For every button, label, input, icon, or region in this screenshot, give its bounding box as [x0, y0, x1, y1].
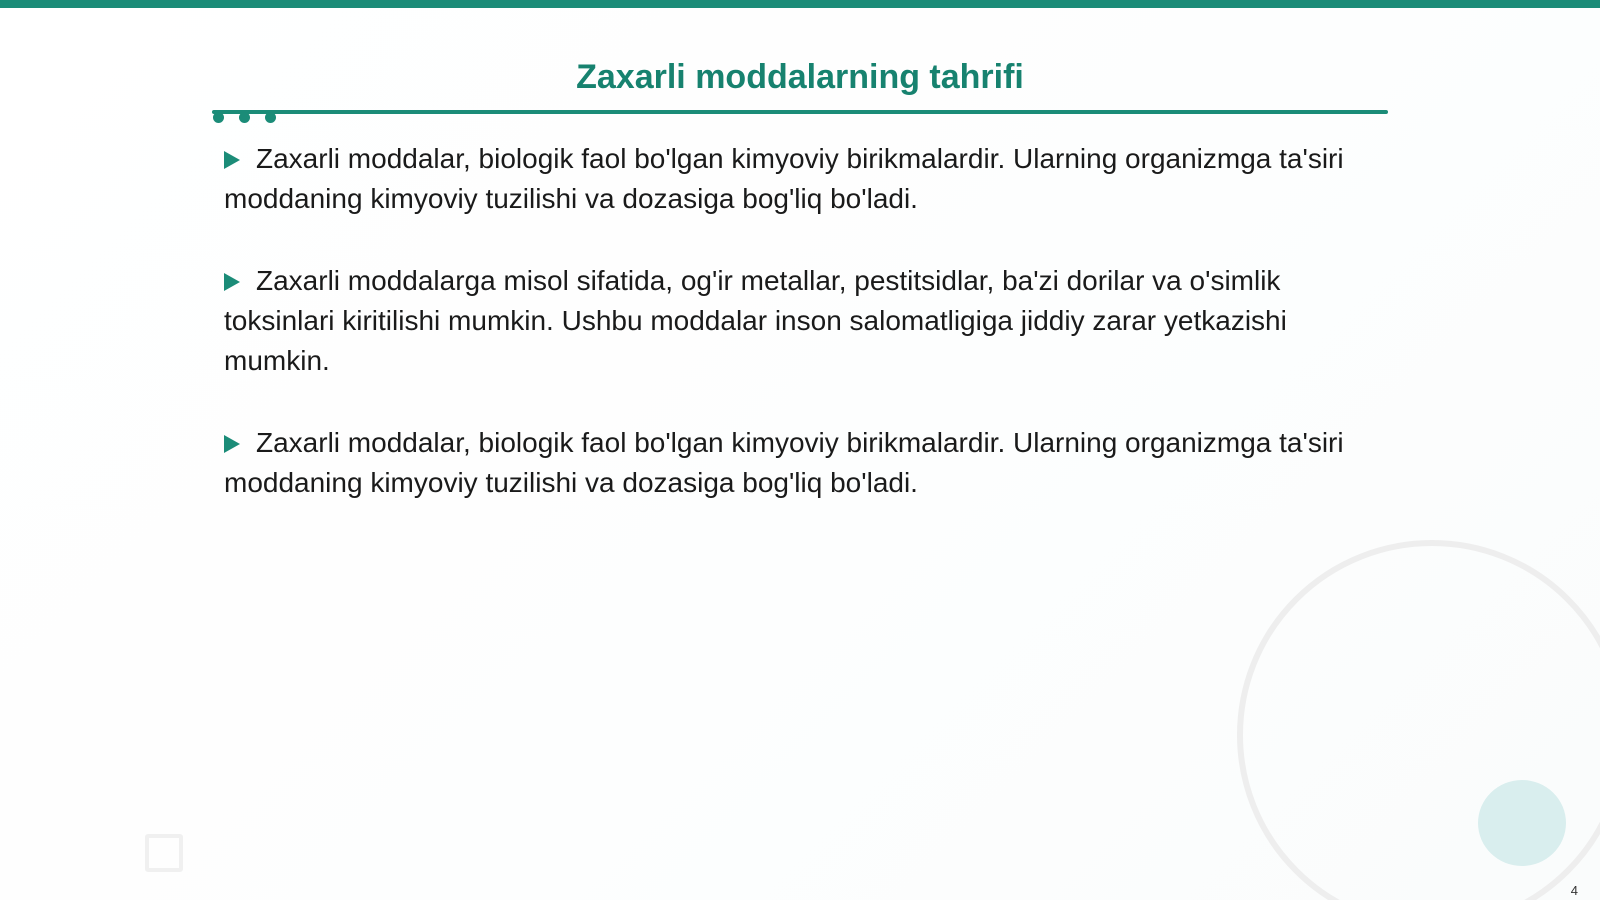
- bullet-text: Zaxarli moddalar, biologik faol bo'lgan kimyoviy birikmalardir. Ularning organizmga ta'siri moddaning kimyoviy tuzilishi va dozasiga bog'liq bo'ladi.: [224, 143, 1344, 214]
- bullet-item: [224, 139, 1374, 219]
- bullet-item: [224, 423, 1374, 503]
- decorative-dot: [213, 112, 224, 123]
- bullet-item: [224, 261, 1374, 381]
- triangle-bullet-icon: [224, 151, 240, 169]
- bullet-text: Zaxarli moddalar, biologik faol bo'lgan kimyoviy birikmalardir. Ularning organizmga ta'siri moddaning kimyoviy tuzilishi va dozasiga bog'liq bo'ladi.: [224, 427, 1344, 498]
- top-accent-bar: [0, 0, 1600, 8]
- bullet-list: [224, 139, 1374, 545]
- decorative-dot: [239, 112, 250, 123]
- triangle-bullet-icon: [224, 435, 240, 453]
- slide-title: Zaxarli moddalarning tahrifi: [576, 58, 1024, 96]
- title-underline: [212, 110, 1388, 114]
- decorative-circle: [1478, 780, 1566, 866]
- decorative-dot: [265, 112, 276, 123]
- decorative-square: [145, 834, 183, 872]
- triangle-bullet-icon: [224, 273, 240, 291]
- bullet-text: Zaxarli moddalarga misol sifatida, og'ir metallar, pestitsidlar, ba'zi dorilar va o'simlik toksinlari kiritilishi mumkin. Ushbu moddalar inson salomatligiga jiddiy zarar yetkazishi mumkin.: [224, 265, 1287, 376]
- page-number: 4: [1570, 883, 1578, 898]
